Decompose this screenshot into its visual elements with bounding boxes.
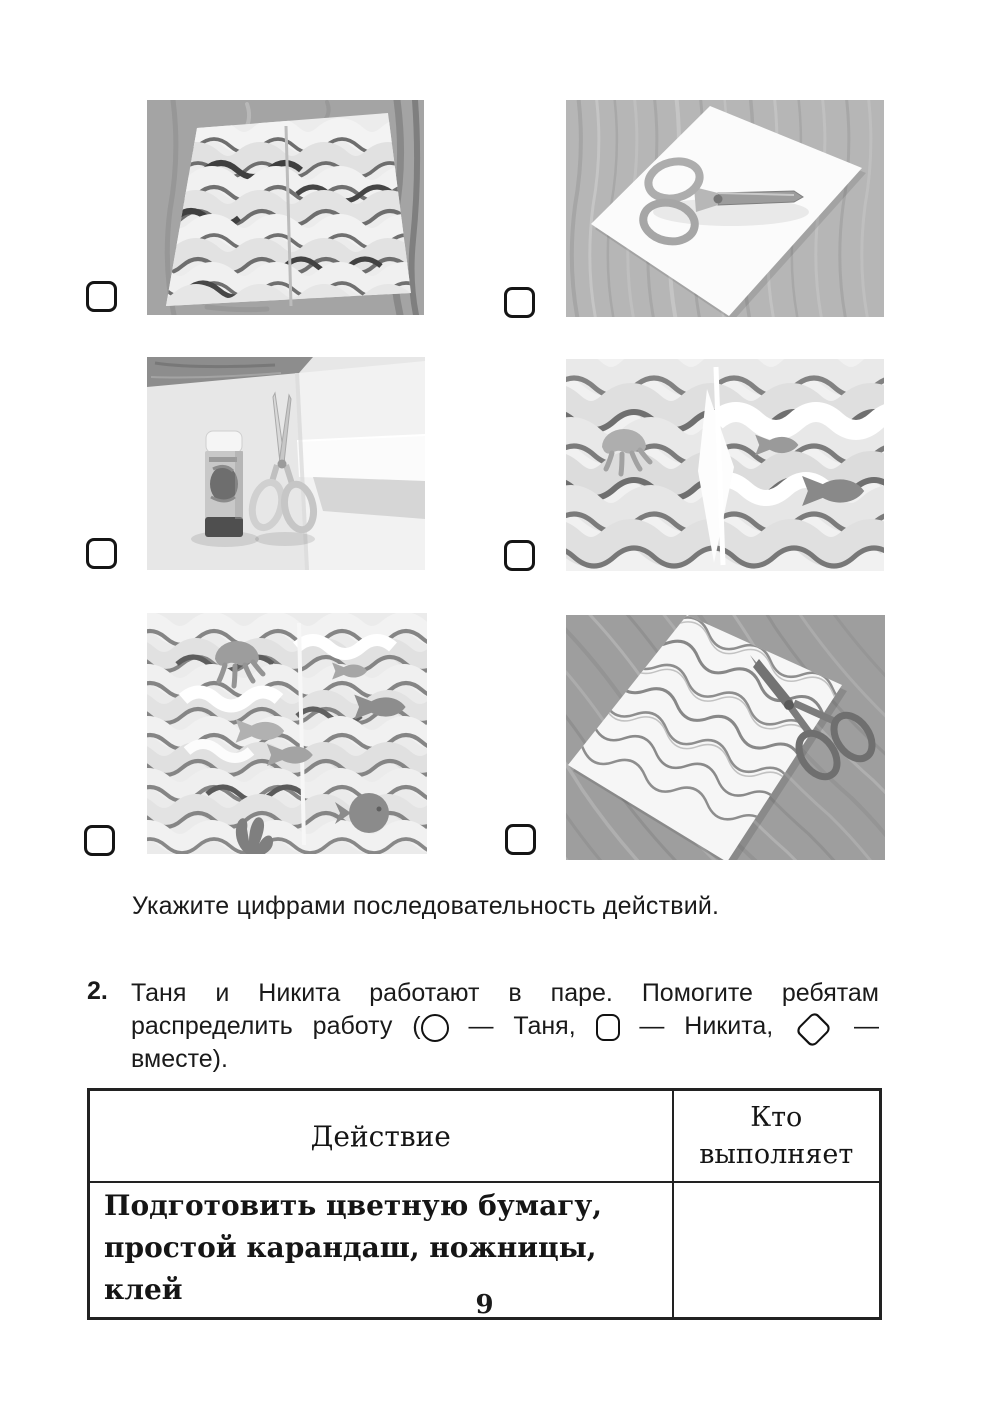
photo-scissors-on-sheet xyxy=(566,100,884,317)
task2-line2-text: — Никита, xyxy=(639,1012,774,1040)
answer-box-3[interactable] xyxy=(86,538,117,569)
task2-line2-text: — Таня, xyxy=(468,1012,576,1040)
answer-box-1[interactable] xyxy=(86,281,117,312)
photo-finished-seascape xyxy=(147,613,427,854)
column-header-who xyxy=(673,1090,881,1183)
task2-line1: Таня и Никита работают в паре. Помогите ребятам xyxy=(131,979,879,1007)
column-header-action: Действие xyxy=(89,1090,673,1183)
task2 xyxy=(87,977,879,1076)
answer-box-2[interactable] xyxy=(504,287,535,318)
column-header-who-line2: выполняет xyxy=(699,1139,854,1170)
photo-strips-with-fish xyxy=(566,359,884,571)
column-header-who-line1: Кто xyxy=(750,1102,803,1133)
task2-line3: вместе). xyxy=(131,1045,228,1073)
task2-table xyxy=(87,1088,882,1320)
task2-line2 xyxy=(131,1010,879,1043)
diamond-symbol xyxy=(795,1011,832,1048)
cell-action-line2: простой карандаш, ножницы, клей xyxy=(104,1231,597,1306)
circle-symbol xyxy=(421,1014,449,1042)
photo-drawn-wavy-lines xyxy=(566,615,885,860)
page-number: 9 xyxy=(475,1290,494,1320)
sequence-instruction: Укажите цифрами последовательность действий. xyxy=(132,892,720,920)
answer-box-4[interactable] xyxy=(504,540,535,571)
answer-box-5[interactable] xyxy=(84,825,115,856)
square-symbol xyxy=(596,1014,620,1041)
photo-glue-and-scissors xyxy=(147,357,425,570)
cell-action-line1: Подготовить цветную бумагу, xyxy=(104,1189,603,1222)
task2-number: 2. xyxy=(87,977,108,1005)
photo-cut-wavy-strips xyxy=(147,100,424,315)
task2-line2-text: — xyxy=(853,1012,879,1040)
answer-box-6[interactable] xyxy=(505,824,536,855)
task2-line2-text: распределить работу ( xyxy=(131,1012,421,1040)
